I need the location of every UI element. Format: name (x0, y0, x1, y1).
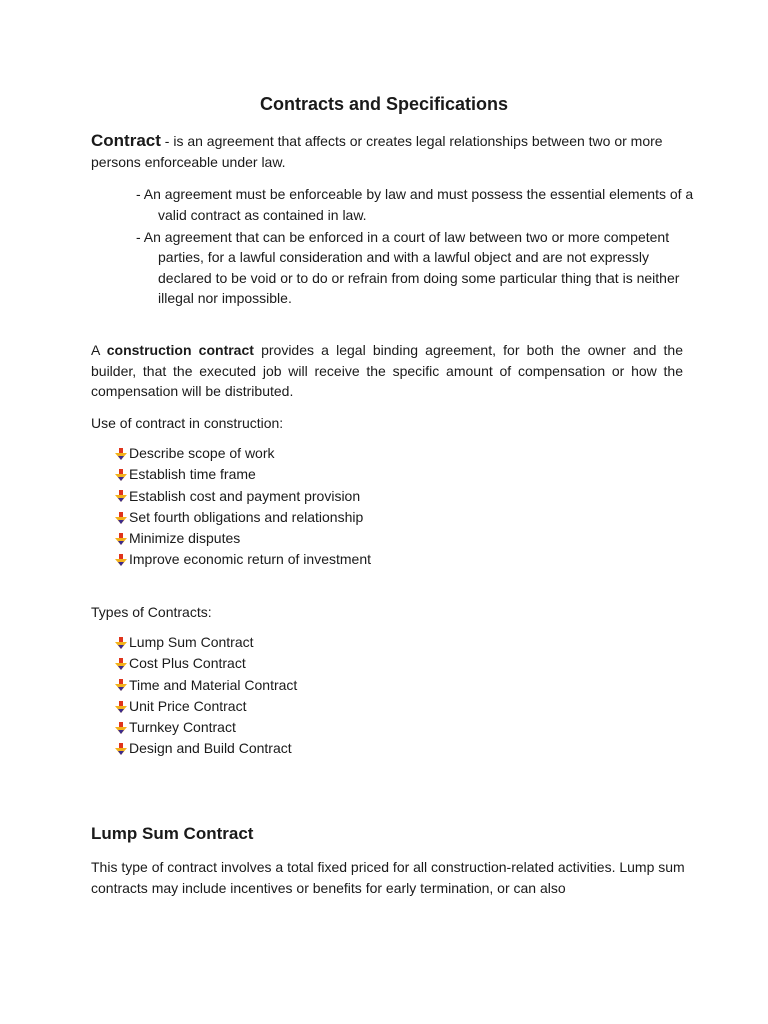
lump-sum-paragraph: This type of contract involves a total fixed priced for all construction-related activities. Lump sum contracts may include incentives or benefits for early termination, or can also (91, 859, 685, 896)
colored-down-arrow-icon (114, 742, 128, 756)
colored-down-arrow-icon (114, 657, 128, 671)
list-item (114, 696, 297, 717)
contract-definition-text: - is an agreement that affects or creates legal relationships between two or more persons enforceable under law. (91, 133, 663, 170)
contract-point-2: - An agreement that can be enforced in a court of law between two or more competent parties, for a lawful consideration and with a lawful object and are not expressly declared to be void or to do or refrain from doing some particular thing that is neither illegal nor impossible. (136, 228, 680, 306)
use-item-text: Set fourth obligations and relationship (129, 508, 364, 525)
contract-definition (91, 131, 683, 172)
types-item-text: Lump Sum Contract (129, 634, 254, 650)
colored-down-arrow-icon (114, 532, 128, 546)
types-item-text: Design and Build Contract (129, 740, 292, 757)
types-heading: Types of Contracts: (91, 604, 212, 620)
use-list (114, 443, 371, 571)
list-item (114, 675, 297, 696)
list-item (114, 549, 371, 570)
colored-down-arrow-icon (114, 553, 128, 567)
use-item-text: Establish cost and payment provision (129, 487, 361, 504)
colored-down-arrow-icon (114, 489, 128, 503)
list-item (114, 528, 371, 549)
list-item (114, 507, 371, 528)
types-item-text: Turnkey Contract (129, 719, 236, 736)
construction-contract-term: construction contract (106, 342, 254, 358)
list-item (114, 464, 371, 485)
colored-down-arrow-icon (114, 511, 128, 525)
list-item (114, 717, 297, 738)
page-title: Contracts and Specifications (259, 94, 509, 114)
list-item (114, 653, 297, 674)
types-list (114, 632, 297, 760)
use-item-text: Improve economic return of investment (129, 551, 371, 568)
use-item-text: Describe scope of work (129, 445, 275, 461)
colored-down-arrow-icon (114, 447, 128, 461)
contract-point-1: - An agreement must be enforceable by law and must possess the essential elements of a valid contract as contained in law. (136, 186, 694, 223)
colored-down-arrow-icon (114, 721, 128, 735)
lump-sum-heading: Lump Sum Contract (91, 824, 254, 843)
contract-term: Contract (91, 131, 161, 150)
construction-rest: provides a legal binding agreement, for both the owner and the builder, that the executed job will receive the specific amount of compensation or how the compensation will be distributed. (91, 342, 683, 399)
construction-contract-paragraph (91, 340, 683, 402)
list-item (114, 486, 371, 507)
use-item-text: Establish time frame (129, 466, 256, 483)
colored-down-arrow-icon (114, 678, 128, 692)
list-item (114, 632, 297, 653)
list-item (114, 443, 371, 464)
colored-down-arrow-icon (114, 700, 128, 714)
colored-down-arrow-icon (114, 636, 128, 650)
types-item-text: Unit Price Contract (129, 697, 247, 714)
types-item-text: Cost Plus Contract (129, 655, 246, 672)
construction-lead: A (91, 342, 107, 358)
colored-down-arrow-icon (114, 468, 128, 482)
list-item (114, 738, 297, 759)
use-item-text: Minimize disputes (129, 530, 241, 547)
types-item-text: Time and Material Contract (129, 676, 298, 693)
use-heading: Use of contract in construction: (91, 415, 284, 431)
